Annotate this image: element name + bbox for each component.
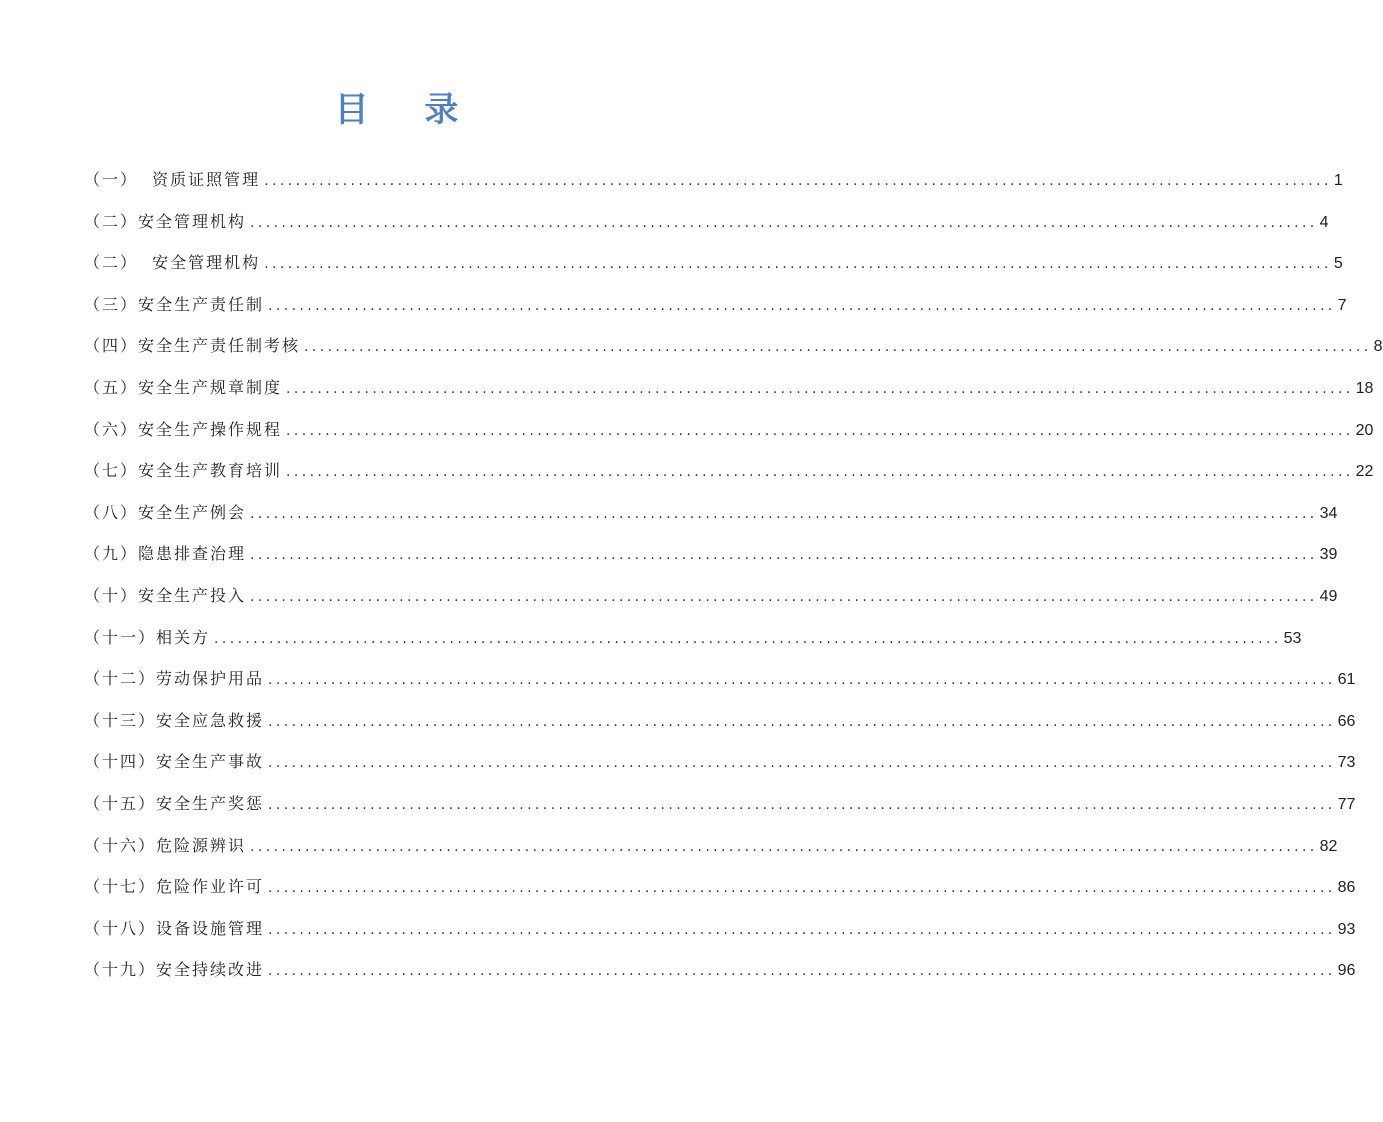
toc-page-number: 66 — [1337, 712, 1356, 730]
toc-entry-label: （八）安全生产例会 — [84, 502, 247, 522]
toc-page-number: 86 — [1337, 879, 1356, 897]
toc-entry[interactable] — [84, 915, 1356, 957]
toc-entry[interactable] — [84, 374, 1374, 416]
toc-entry-label: （四）安全生产责任制考核 — [84, 336, 301, 356]
toc-entry[interactable] — [84, 166, 1343, 208]
toc-dot-leader: ........................................................................................................................................ — [286, 422, 1354, 439]
toc-dot-leader: ........................................................................................................................................ — [268, 672, 1336, 689]
toc-page-number: 61 — [1337, 671, 1356, 689]
toc-entry-label: （九）隐患排查治理 — [84, 544, 247, 564]
toc-entry[interactable] — [84, 499, 1338, 541]
toc-dot-leader: ........................................................................................................................................ — [268, 880, 1336, 897]
toc-entry[interactable] — [84, 457, 1374, 499]
toc-dot-leader: ........................................................................................................................................ — [268, 796, 1336, 813]
toc-page-number: 4 — [1319, 213, 1329, 231]
toc-entry[interactable] — [84, 956, 1356, 998]
toc-entry[interactable] — [84, 707, 1356, 749]
toc-entry-label: （五）安全生产规章制度 — [84, 377, 283, 397]
toc-page-number: 34 — [1319, 504, 1338, 522]
toc-entry-label: （十二）劳动保护用品 — [84, 669, 265, 689]
toc-entry-label: （十八）设备设施管理 — [84, 918, 265, 938]
toc-entry-label: （十）安全生产投入 — [84, 585, 247, 605]
toc-page-number: 22 — [1355, 463, 1374, 481]
toc-entry[interactable] — [84, 665, 1356, 707]
toc-page-number: 1 — [1333, 172, 1343, 189]
toc-entry[interactable] — [84, 416, 1374, 458]
toc-dot-leader: ........................................................................................................................................ — [268, 921, 1336, 938]
toc-page-number: 49 — [1319, 587, 1338, 605]
toc-page-number: 82 — [1319, 837, 1338, 855]
toc-entry[interactable] — [84, 291, 1347, 333]
toc-entry-label: （十三）安全应急救援 — [84, 710, 265, 730]
toc-entry-label: （十七）危险作业许可 — [84, 877, 265, 897]
toc-entry[interactable] — [84, 332, 1383, 374]
toc-entry-label: （十九）安全持续改进 — [84, 960, 265, 980]
toc-dot-leader: ........................................................................................................................................ — [250, 214, 1318, 231]
toc-entry[interactable] — [84, 873, 1356, 915]
toc-page-number: 96 — [1337, 962, 1356, 980]
toc-entry-label: （二） 安全管理机构 — [84, 253, 261, 273]
toc-page-number: 20 — [1355, 421, 1374, 439]
toc-dot-leader: ........................................................................................................................................ — [250, 588, 1318, 605]
toc-entry[interactable] — [84, 832, 1338, 874]
toc-entry[interactable] — [84, 624, 1302, 666]
toc-page-number: 93 — [1337, 920, 1356, 938]
toc-dot-leader: ........................................................................................................................................ — [250, 505, 1318, 522]
toc-entry-label: （十一）相关方 — [84, 627, 211, 647]
toc-entry-label: （十六）危险源辨识 — [84, 835, 247, 855]
toc-dot-leader: ........................................................................................................................................ — [214, 630, 1282, 647]
toc-entry[interactable] — [84, 249, 1343, 291]
toc-entry[interactable] — [84, 748, 1356, 790]
toc-entry-label: （七）安全生产教育培训 — [84, 461, 283, 481]
toc-entry-label: （十五）安全生产奖惩 — [84, 793, 265, 813]
toc-dot-leader: ........................................................................................................................................ — [250, 547, 1318, 564]
toc-dot-leader: ........................................................................................................................................ — [268, 297, 1336, 314]
toc-page-number: 7 — [1337, 296, 1347, 314]
toc-dot-leader: ........................................................................................................................................ — [286, 380, 1354, 397]
toc-page-number: 5 — [1333, 255, 1343, 273]
toc-dot-leader: ........................................................................................................................................ — [268, 713, 1336, 730]
toc-entry[interactable] — [84, 208, 1329, 250]
toc-dot-leader: ........................................................................................................................................ — [268, 963, 1336, 980]
toc-page-number: 53 — [1283, 629, 1302, 647]
toc-dot-leader: ........................................................................................................................................ — [264, 173, 1332, 189]
toc-entry[interactable] — [84, 790, 1356, 832]
toc-entry-label: （六）安全生产操作规程 — [84, 419, 283, 439]
toc-dot-leader: ........................................................................................................................................ — [250, 838, 1318, 855]
toc-entry-label: （十四）安全生产事故 — [84, 752, 265, 772]
toc-page-number: 8 — [1373, 338, 1383, 356]
toc-entry[interactable] — [84, 540, 1338, 582]
toc-page-number: 39 — [1319, 546, 1338, 564]
toc-dot-leader: ........................................................................................................................................ — [264, 256, 1332, 273]
toc-title: 目 录 — [334, 90, 481, 130]
toc-dot-leader: ........................................................................................................................................ — [268, 755, 1336, 772]
toc-dot-leader: ........................................................................................................................................ — [286, 464, 1354, 481]
toc-page-number: 18 — [1355, 379, 1374, 397]
toc-entry-label: （一） 资质证照管理 — [84, 170, 261, 189]
toc-dot-leader: ........................................................................................................................................ — [304, 339, 1372, 356]
toc-page-number: 77 — [1337, 795, 1356, 813]
toc-entry-label: （二）安全管理机构 — [84, 211, 247, 231]
toc-entry[interactable] — [84, 582, 1338, 624]
table-of-contents — [84, 166, 1383, 998]
toc-page-number: 73 — [1337, 754, 1356, 772]
toc-entry-label: （三）安全生产责任制 — [84, 294, 265, 314]
